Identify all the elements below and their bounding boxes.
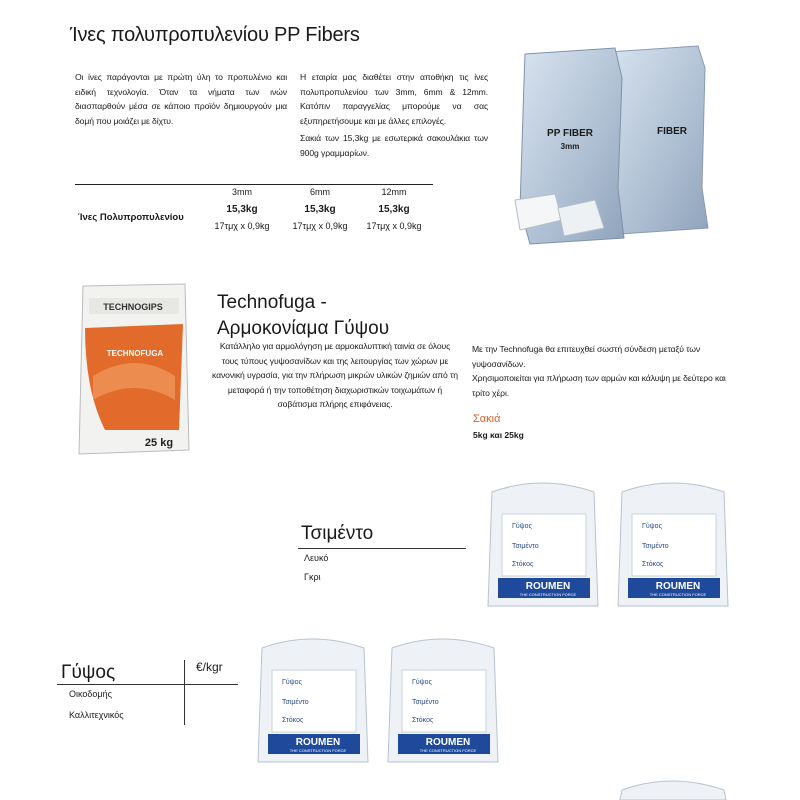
fibers-pack-12mm: 17τμχ x 0,9kg [366,221,422,231]
fibers-weight-12mm: 15,3kg [378,204,410,215]
roumen-tagline: THE CONSTRUCTION FORCE [419,748,477,753]
roumen-tagline: THE CONSTRUCTION FORCE [649,592,707,597]
gypsum-price-header: €/kgr [196,660,223,674]
pp-fiber-bags-image [500,38,720,253]
cement-rule [298,548,466,549]
cement-title: Τσιμέντο [301,523,374,544]
roumen-logo: ROUMEN [525,581,571,592]
roumen-bag-label-cement: Τσιμέντο [412,699,439,706]
technofuga-sack-sizes: 5kg και 25kg [473,430,524,440]
fibers-table-row-label: Ίνες Πολυπροπυλενίου [78,212,184,223]
roumen-logo: ROUMEN [655,581,701,592]
fibers-size-6mm: 6mm [310,187,330,197]
fibers-table-rule [75,184,433,185]
fibers-weight-3mm: 15,3kg [226,204,258,215]
technofuga-bag-product: TECHNOFUGA [106,349,164,358]
roumen-bag-image [252,630,374,766]
fibers-description-text: Οι ίνες παράγονται με πρώτη ύλη το προπυλένιο και ειδική τεχνολογία. Όταν τα νήματα των ινών διασπαρθούν μέσα σε κάποιο προϊόν δημιουργούν μια δομή που μοιάζει με δίχτυ. [75,72,287,126]
roumen-bag-label-gypsum: Γύψος [642,523,662,530]
cement-item-white: Λευκό [304,553,329,563]
roumen-bag-label-plaster: Στόκος [642,561,664,568]
technofuga-title-line-2: Αρμοκονίαμα Γύψου [217,318,390,339]
cement-item-grey: Γκρι [304,572,321,582]
roumen-logo: ROUMEN [295,737,341,748]
fibers-pack-3mm: 17τμχ x 0,9kg [214,221,270,231]
roumen-bag-image [382,630,504,766]
roumen-bag-label-cement: Τσιμέντο [512,543,539,550]
roumen-bag-label-cement: Τσιμέντο [282,699,309,706]
technofuga-bag-weight: 25 kg [144,437,174,449]
fibers-size-12mm: 12mm [381,187,407,197]
roumen-bag-label-plaster: Στόκος [282,717,304,724]
fibers-availability-text: Η εταιρία μας διαθέτει στην αποθήκη τις ίνες πολυπροπυλενίου των 3mm, 6mm & 12mm. Κατόπιν παραγγελίας μπορούμε να σας εξυπηρετήσουμε και με άλλες επιλογές. [300,72,488,126]
roumen-bag-image [482,474,604,610]
roumen-bag-label-gypsum: Γύψος [282,679,302,686]
roumen-bag-image [612,474,734,610]
fibers-weight-6mm: 15,3kg [304,204,336,215]
roumen-bag-partial-image [612,772,734,800]
gypsum-item-artistic: Καλλιτεχνικός [69,710,124,720]
bag-label-pp-fiber: PP FIBER [547,128,593,139]
fibers-size-3mm: 3mm [232,187,252,197]
technofuga-title-line-1: Technofuga - [217,292,327,313]
roumen-bag-label-gypsum: Γύψος [512,523,532,530]
technofuga-usage [472,342,730,400]
technofuga-usage-text-1: Με την Technofuga θα επιτευχθεί σωστή σύνδεση μεταξύ των γυψοσανίδων. [472,344,701,369]
roumen-tagline: THE CONSTRUCTION FORCE [519,592,577,597]
gypsum-rule [57,684,238,685]
roumen-bag-label-plaster: Στόκος [412,717,434,724]
technofuga-description-text: Κατάλληλο για αρμολόγηση με αρμοκαλυπτική ταινία σε όλους τους τύπους γυψοσανίδων και της λειτουργίας των χώρων με κανονική υγρασία, για την πλήρωση μικρών υλικών ζημιών από τη μεταφορά ή την τοποθέτηση διαχωριστικών τοιχωμάτων ή σοβάτισμα πλήρης επιφάνειας. [212,341,458,409]
fibers-description [75,70,287,128]
fibers-availability [300,70,488,160]
technofuga-bag-image [75,280,193,458]
fibers-title: Ίνες πολυπροπυλενίου PP Fibers [70,24,360,46]
gypsum-column-divider [184,660,185,725]
bag-label-fiber: FIBER [657,126,687,137]
technogips-logo: TECHNOGIPS [103,302,163,312]
gypsum-title: Γύψος [61,662,116,683]
gypsum-item-construction: Οικοδομής [69,689,112,699]
roumen-bag-label-cement: Τσιμέντο [642,543,669,550]
fibers-pack-6mm: 17τμχ x 0,9kg [292,221,348,231]
roumen-bag-label-gypsum: Γύψος [412,679,432,686]
roumen-logo: ROUMEN [425,737,471,748]
roumen-bag-label-plaster: Στόκος [512,561,534,568]
technofuga-sack-label: Σακιά [473,413,501,425]
roumen-tagline: THE CONSTRUCTION FORCE [289,748,347,753]
bag-label-size: 3mm [560,142,580,151]
technofuga-usage-text-2: Χρησιμοποιείται για πλήρωση των αρμών και κάλυψη με δεύτερο και τρίτο χέρι. [472,373,726,398]
technofuga-title [217,290,389,342]
technofuga-description [212,339,458,412]
fibers-packaging-text: Σακιά των 15,3kg με εσωτερικά σακουλάκια των 900g γραμμαρίων. [300,133,488,158]
